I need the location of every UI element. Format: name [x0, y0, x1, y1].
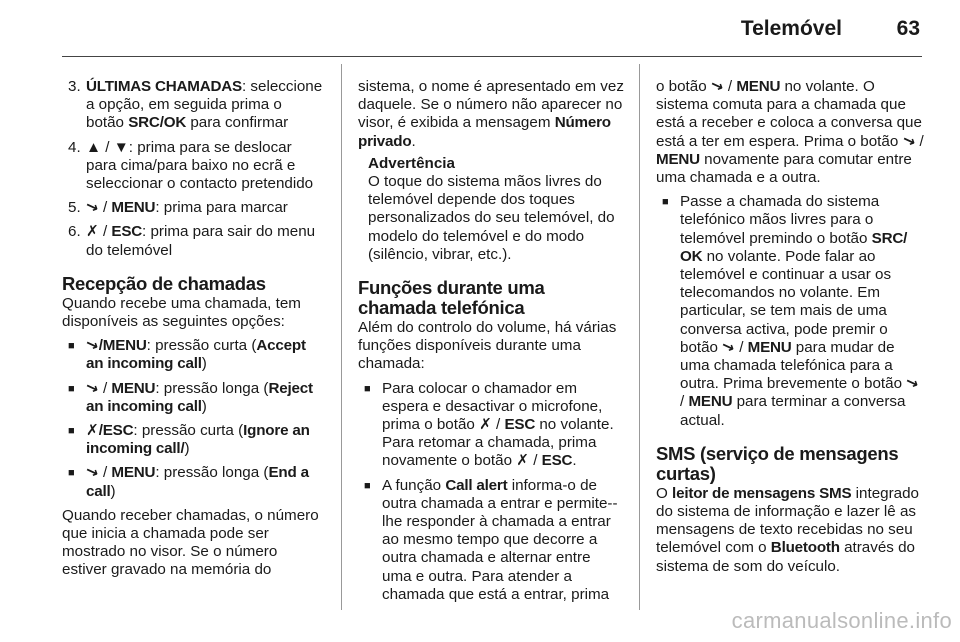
- phone-icon: ↘: [899, 130, 918, 152]
- warning-note: [358, 155, 624, 264]
- item-text: : prima para sair do menu do telemóvel: [86, 223, 316, 259]
- page-header: [0, 0, 960, 64]
- separator: /: [734, 338, 748, 356]
- item-text: no volante. Para retomar a chamada, prima novamente o botão: [382, 416, 614, 470]
- paragraph: [656, 485, 924, 576]
- bullet-icon: ■: [68, 425, 75, 438]
- item-text: A função: [382, 476, 446, 494]
- mute-icon: ✗: [86, 422, 99, 440]
- item-text: informa-o de outra chamada a entrar e permite--lhe responder à chamada a entrar ao mesmo tempo que decorre a outra chamada e alternar entre uma e outra. Para atender a chamada que está a entrar, prima: [382, 476, 618, 603]
- separator: /: [915, 132, 924, 150]
- item-text: : prima para se deslocar para cima/para baixo no ecrã e seleccionar o contacto pretendido: [86, 138, 314, 193]
- separator: /: [98, 464, 112, 482]
- mute-icon: ✗: [86, 223, 99, 241]
- phone-icon: ↘: [719, 337, 738, 358]
- menu-option: ÚLTIMAS CHAMADAS: [86, 78, 242, 95]
- section-heading: SMS (serviço de mensagens curtas): [656, 442, 899, 484]
- phone-icon: ↘: [83, 335, 102, 356]
- bullet-icon: ■: [364, 382, 371, 395]
- separator: /: [723, 78, 737, 95]
- item-text: : seleccione a opção, em seguida prima o botão: [86, 78, 323, 132]
- option-name: Accept an incoming call: [86, 337, 306, 373]
- item-number: 5.: [68, 199, 81, 217]
- down-arrow-icon: ▼: [113, 138, 129, 156]
- paragraph-text: O: [656, 484, 673, 502]
- bullet-item: [358, 380, 624, 471]
- feature-name: leitor de mensagens SMS: [672, 484, 852, 502]
- mute-icon: ✗: [479, 416, 492, 434]
- button-name: /ESC: [98, 422, 134, 440]
- option-name: Reject an incoming call: [86, 379, 313, 415]
- column-divider: [341, 64, 342, 610]
- bullet-icon: ■: [68, 467, 75, 480]
- item-number: 6.: [68, 223, 81, 241]
- item-text: : pressão longa (: [155, 464, 269, 482]
- separator: /: [529, 452, 542, 470]
- paragraph-text: o botão: [656, 78, 711, 95]
- list-item: [62, 223, 324, 259]
- separator: /: [680, 393, 689, 411]
- button-name: MENU: [111, 464, 156, 482]
- separator: /: [98, 223, 112, 241]
- paragraph-text: no volante. O sistema comuta para a chamada que está a receber e coloca a conversa que está a ter em espera. Prima o botão: [656, 78, 922, 150]
- button-name: SRC/ OK: [680, 229, 908, 265]
- note-title: Advertência: [368, 154, 455, 172]
- item-text: : pressão curta (: [146, 337, 257, 355]
- header-rule: [62, 56, 922, 57]
- message-name: Número privado: [358, 114, 611, 150]
- column-left: [62, 78, 324, 580]
- phone-icon: ↘: [83, 197, 102, 218]
- item-text: para mudar de uma chamada telefónica para a outra. Prima brevemente o botão: [680, 338, 907, 393]
- item-text: : pressão curta (: [133, 422, 244, 440]
- item-text: : prima para marcar: [155, 199, 288, 217]
- paragraph: [656, 78, 924, 187]
- note-text: O toque do sistema mãos livres do telemóvel depende dos toques personalizados do seu telemóvel, do modelo do telemóvel e do modo (silêncio, vibrar, etc.).: [368, 173, 615, 263]
- item-text: ): [201, 397, 207, 415]
- button-name: /MENU: [98, 337, 147, 355]
- bullet-item: [62, 380, 324, 416]
- item-text: no volante. Pode falar ao telemóvel e continuar a usar os telecomandos no volante. Em particular, se tem mais de uma conversa activa, pode premir o botão: [680, 247, 892, 356]
- paragraph: Além do controlo do volume, há várias funções disponíveis durante uma chamada:: [358, 319, 617, 373]
- bullet-item: [62, 464, 324, 500]
- bullet-icon: ■: [68, 382, 75, 395]
- option-name: End a call: [86, 464, 309, 500]
- button-name: MENU: [736, 78, 781, 95]
- item-number: 3.: [68, 78, 81, 95]
- button-name: MENU: [111, 379, 156, 397]
- paragraph-text: integrado do sistema de informação e lazer lê as mensagens de texto recebidas no seu telemóvel com o: [656, 484, 920, 557]
- item-text: para terminar a conversa actual.: [680, 393, 906, 429]
- item-text: ): [201, 355, 207, 373]
- up-arrow-icon: ▲: [86, 138, 102, 156]
- bullet-item: [358, 477, 624, 604]
- list-item: [62, 139, 324, 194]
- bullet-icon: ■: [364, 479, 371, 492]
- list-item: [62, 199, 324, 217]
- item-text: ): [110, 482, 116, 500]
- button-name: ESC: [541, 452, 573, 470]
- phone-icon: ↘: [83, 462, 102, 484]
- phone-icon: ↘: [83, 378, 102, 399]
- button-name: ESC: [504, 416, 536, 434]
- mute-icon: ✗: [516, 452, 529, 470]
- paragraph: Quando recebe uma chamada, tem disponíveis as seguintes opções:: [62, 294, 301, 331]
- column-divider: [639, 64, 640, 610]
- button-name: MENU: [111, 199, 156, 217]
- feature-name: Bluetooth: [770, 539, 840, 557]
- list-item: [62, 78, 324, 133]
- bullet-icon: ■: [662, 196, 669, 209]
- item-text: .: [572, 452, 577, 470]
- phone-icon: ↘: [708, 76, 726, 97]
- paragraph: Quando receber chamadas, o número que inicia a chamada pode ser mostrado no visor. Se o número estiver gravado na memória do: [62, 506, 319, 579]
- separator: /: [98, 379, 112, 397]
- button-name: MENU: [747, 338, 792, 356]
- watermark: carmanualsonline.info: [731, 608, 952, 633]
- separator: /: [101, 138, 114, 156]
- section-heading: Recepção de chamadas: [62, 272, 266, 294]
- item-number: 4.: [68, 138, 81, 156]
- item-text: ): [184, 440, 190, 458]
- header-title: Telemóvel: [740, 17, 842, 40]
- paragraph-text: sistema, o nome é apresentado em vez daquele. Se o número não aparecer no visor, é exibida a mensagem: [358, 78, 624, 132]
- button-name: SRC/OK: [128, 114, 187, 132]
- bullet-icon: ■: [68, 340, 75, 353]
- paragraph: [358, 78, 624, 151]
- separator: /: [98, 199, 112, 217]
- paragraph-text: através do sistema de som do veículo.: [656, 539, 915, 575]
- separator: /: [491, 416, 505, 434]
- paragraph-text: novamente para comutar entre uma chamada e a outra.: [656, 150, 912, 187]
- function-name: Call alert: [445, 476, 508, 494]
- button-name: MENU: [688, 393, 733, 411]
- bullet-item: [62, 422, 324, 458]
- bullet-item: [656, 193, 924, 430]
- option-name: Ignore an incoming call/: [86, 422, 310, 458]
- button-name: ESC: [111, 223, 143, 241]
- item-text: Para colocar o chamador em espera e desactivar o microfone, prima o botão: [382, 379, 603, 434]
- section-heading: Funções durante uma chamada telefónica: [358, 277, 545, 319]
- page-number: 63: [896, 17, 920, 40]
- item-text: para confirmar: [186, 114, 289, 132]
- column-middle: [358, 78, 624, 610]
- item-text: Passe a chamada do sistema telefónico mãos livres para o telemóvel premindo o botão: [680, 193, 880, 247]
- paragraph-text: .: [411, 132, 416, 150]
- column-right: [656, 78, 924, 576]
- button-name: MENU: [656, 150, 700, 168]
- bullet-item: [62, 337, 324, 373]
- item-text: : pressão longa (: [155, 379, 269, 397]
- phone-icon: ↘: [903, 373, 922, 394]
